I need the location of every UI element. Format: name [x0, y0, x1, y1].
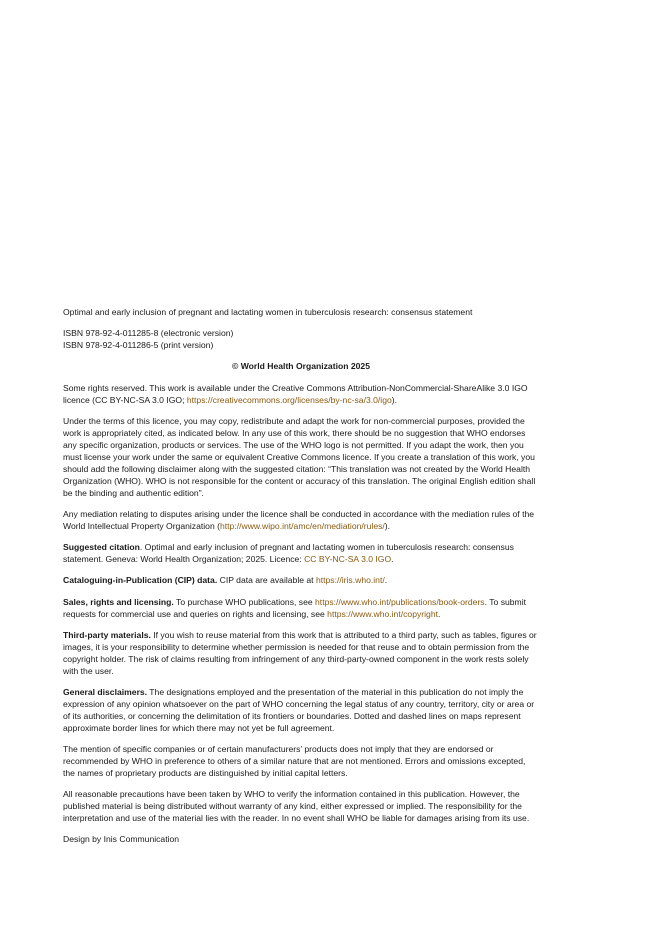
copyright-link[interactable]: https://www.who.int/copyright	[327, 608, 438, 619]
cip-label: Cataloguing-in-Publication (CIP) data.	[63, 575, 218, 586]
cc-licence-link[interactable]: https://creativecommons.org/licenses/by-nc-sa/3.0/igo	[186, 394, 392, 405]
isbn-print: ISBN 978-92-4-011286-5 (print version)	[63, 340, 214, 351]
mediation-paragraph	[63, 508, 539, 532]
design-credit: Design by Inis Communication	[63, 834, 180, 845]
document-title: Optimal and early inclusion of pregnant and lactating women in tuberculosis research: consensus statement	[63, 307, 473, 317]
copyright-line: © World Health Organization 2025	[232, 361, 370, 372]
citation-end: .	[391, 554, 394, 565]
mediation-text-end: ).	[384, 520, 391, 531]
disclaimers-paragraph	[63, 686, 539, 734]
citation-text: . Optimal and early inclusion of pregnant and lactating women in tuberculosis research: consensus statement. Geneva: World Health Organization; 2025. Licence:	[63, 542, 514, 565]
third-party-text: If you wish to reuse material from this work that is attributed to a third party, such as tables, figures or images, it is your responsibility to determine whether permission is needed for that reuse and to obtain permission from the copyright holder. The risk of claims resulting from infringement of any third-party-owned component in the work rests solely with the user.	[63, 629, 537, 676]
book-orders-link[interactable]: https://www.who.int/publications/book-orders	[315, 596, 485, 607]
precautions-paragraph: All reasonable precautions have been taken by WHO to verify the information contained in this publication. However, the published material is being distributed without warranty of any kind, either expressed or implied. The responsibility for the interpretation and use of the material lies with the reader. In no event shall WHO be liable for damages arising from its use.	[63, 789, 530, 824]
rights-text: Some rights reserved. This work is available under the Creative Commons Attribution-NonCommercial-ShareAlike 3.0 IGO licence (CC BY-NC-SA 3.0 IGO;	[63, 382, 528, 405]
disclaimers-label: General disclaimers.	[63, 686, 148, 697]
citation-label: Suggested citation	[63, 542, 140, 553]
rights-text-end: ).	[391, 394, 398, 405]
cip-paragraph	[63, 574, 539, 586]
sales-text: To purchase WHO publications, see	[173, 596, 316, 607]
sales-label: Sales, rights and licensing.	[63, 596, 174, 607]
rights-paragraph	[63, 382, 539, 406]
cip-text: CIP data are available at	[217, 575, 316, 586]
mention-paragraph: The mention of specific companies or of certain manufacturers’ products does not imply that they are endorsed or recommended by WHO in preference to others of a similar nature that are not mentioned. Errors and omissions excepted, the names of proprietary products are distinguished by initial capital letters.	[63, 744, 526, 779]
citation-paragraph	[63, 541, 539, 565]
third-party-label: Third-party materials.	[63, 629, 151, 640]
isbn-block	[63, 327, 539, 351]
terms-paragraph: Under the terms of this licence, you may copy, redistribute and adapt the work for non-commercial purposes, provided the work is appropriately cited, as indicated below. In any use of this work, there should be no suggestion that WHO endorses any specific organization, products or services. The use of the WHO logo is not permitted. If you adapt the work, then you must license your work under the same or equivalent Creative Commons licence. If you create a translation of this work, you should add the following disclaimer along with the suggested citation: “This translation was not created by the World Health Organization (WHO). WHO is not responsible for the content or accuracy of this translation. The original English edition shall be the binding and authentic edition”.	[63, 415, 536, 498]
isbn-electronic: ISBN 978-92-4-011285-8 (electronic version)	[63, 328, 234, 339]
sales-text-2: . To submit requests for commercial use and queries on rights and licensing, see	[63, 596, 527, 619]
third-party-paragraph	[63, 629, 539, 677]
sales-end: .	[437, 608, 441, 619]
iris-link[interactable]: https://iris.who.int/	[315, 575, 385, 586]
imprint-block	[63, 306, 539, 855]
sales-paragraph	[63, 596, 539, 620]
wipo-link[interactable]: http://www.wipo.int/amc/en/mediation/rules/	[220, 520, 385, 531]
disclaimers-text: The designations employed and the presentation of the material in this publication do not imply the expression of any opinion whatsoever on the part of WHO concerning the legal status of any country, territory, city or area or of its authorities, or concerning the delimitation of its frontiers or boundaries. Dotted and dashed lines on maps represent approximate border lines for which there may not yet be full agreement.	[63, 686, 535, 733]
cip-end: .	[384, 575, 388, 586]
mediation-text: Any mediation relating to disputes arising under the licence shall be conducted in accordance with the mediation rules of the World Intellectual Property Organization (	[63, 508, 535, 531]
citation-licence-link[interactable]: CC BY-NC-SA 3.0 IGO	[304, 554, 392, 565]
